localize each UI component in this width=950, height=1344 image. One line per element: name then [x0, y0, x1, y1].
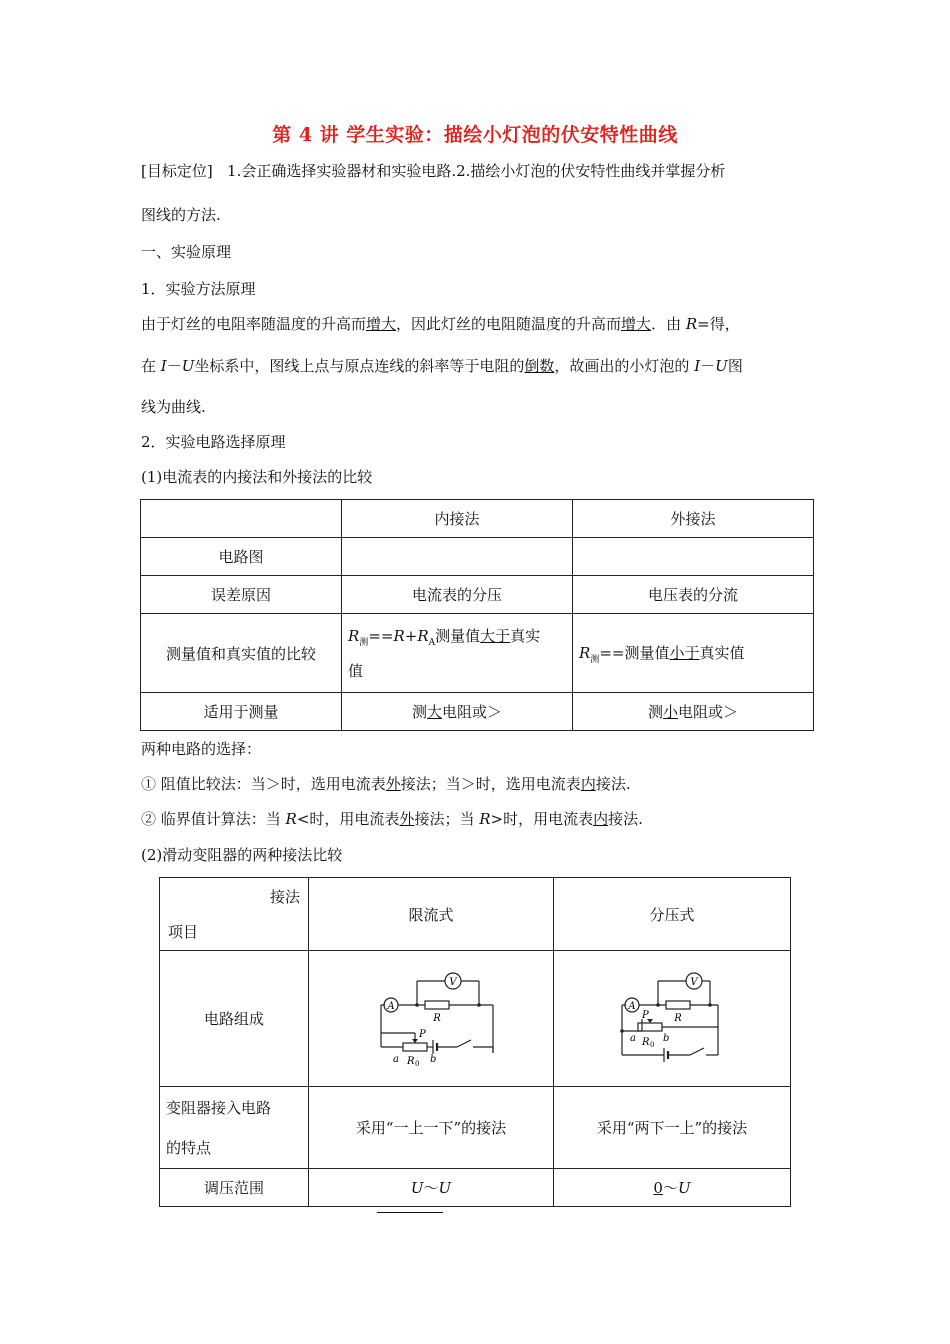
choose-method-1: ① 阻值比较法：当＞时，选用电流表外接法；当＞时，选用电流表内接法.: [141, 775, 631, 793]
rheostat-label: R: [407, 1055, 415, 1067]
divide-circuit-diagram: [602, 967, 742, 1067]
rheostat-label-2: R: [642, 1036, 650, 1048]
voltmeter-label-2: V: [690, 976, 698, 988]
table2-corner-top: 接法: [269, 888, 300, 906]
table1-outer-compare: $R_测==$测量值小于真实值: [573, 614, 814, 693]
resistor-icon-2: [666, 1001, 690, 1009]
ammeter-label-2: A: [628, 1000, 636, 1012]
table1-inner-circuit-cell: [342, 538, 573, 576]
ammeter-connection-table: [140, 499, 814, 731]
end-b-label: b: [430, 1053, 437, 1065]
page-title: 第 4 讲 学生实验：描绘小灯泡的伏安特性曲线: [272, 124, 678, 146]
table1-outer-apply: 测小电阻或＞: [573, 693, 814, 731]
goal-tag: [目标定位]: [141, 162, 213, 180]
resistor-label: R: [433, 1012, 441, 1024]
paragraph-1: 由于灯丝的电阻率随温度的升高而增大，因此灯丝的电阻随温度的升高而增大．由 R=得，: [141, 315, 740, 333]
resistor-icon: [425, 1001, 449, 1009]
table2-divide-circuit-cell: [554, 951, 791, 1087]
slider-label: P: [419, 1028, 426, 1040]
table2-row-label-range: 调压范围: [160, 1169, 309, 1207]
table1-outer-circuit-cell: [573, 538, 814, 576]
table1-corner-cell: [141, 500, 342, 538]
table2-header-divide: 分压式: [554, 878, 791, 951]
table1-row-label-error: 误差原因: [141, 576, 342, 614]
table1-outer-error: 电压表的分流: [573, 576, 814, 614]
table2-header-limit: 限流式: [309, 878, 554, 951]
slider-label-2: P: [642, 1009, 649, 1021]
table2-divide-range: 0～U: [554, 1169, 791, 1207]
table1-inner-compare: $R_测==R+R_A$测量值大于真实 值: [342, 614, 573, 693]
end-a-label: a: [393, 1053, 399, 1065]
end-a-label-2: a: [630, 1032, 636, 1044]
table2-corner-cell: [160, 878, 309, 951]
choose-method-2: ② 临界值计算法：当 R<时，用电流表外接法；当 R>时，用电流表内接法.: [141, 810, 643, 828]
resistor-label-2: R: [674, 1012, 682, 1024]
end-b-label-2: b: [663, 1032, 670, 1044]
goal-line-1: [141, 160, 725, 181]
table2-limit-circuit-cell: [309, 951, 554, 1087]
footnote-separator: [377, 1212, 443, 1213]
rheostat-sub-label-2: 0: [650, 1040, 655, 1049]
table1-row-label-circuit: 电路图: [141, 538, 342, 576]
table1-header-outer: 外接法: [573, 500, 814, 538]
table1-header-inner: 内接法: [342, 500, 573, 538]
paragraph-3: 线为曲线.: [141, 398, 206, 416]
goal-line-2: 图线的方法.: [141, 206, 221, 224]
rheostat-connection-table: [159, 877, 791, 1207]
table2-limit-range: U～U: [309, 1169, 554, 1207]
limit-circuit-diagram: [361, 967, 501, 1067]
table2-divide-feature: 采用“两下一上”的接法: [554, 1087, 791, 1169]
table2-row-label-circuit: 电路组成: [160, 951, 309, 1087]
table1-row-label-apply: 适用于测量: [141, 693, 342, 731]
subheading-2a: (1)电流表的内接法和外接法的比较: [141, 468, 373, 486]
subheading-1: 1．实验方法原理: [141, 280, 256, 298]
switch-icon-2: [690, 1048, 704, 1055]
switch-icon: [457, 1040, 471, 1047]
table1-inner-error: 电流表的分压: [342, 576, 573, 614]
voltmeter-label: V: [449, 976, 457, 988]
table2-limit-feature: 采用“一上一下”的接法: [309, 1087, 554, 1169]
subheading-2b: (2)滑动变阻器的两种接法比较: [141, 846, 343, 864]
subheading-2: 2．实验电路选择原理: [141, 433, 286, 451]
table1-inner-apply: 测大电阻或＞: [342, 693, 573, 731]
rheostat-icon: [403, 1043, 427, 1051]
ammeter-label: A: [387, 1000, 395, 1012]
table2-corner-bottom: 项目: [168, 923, 199, 941]
section-heading-1: 一、实验原理: [141, 243, 232, 261]
rheostat-sub-label: 0: [415, 1059, 420, 1067]
table2-row-label-feature: 变阻器接入电路 的特点: [160, 1087, 309, 1169]
paragraph-2: 在 I－U坐标系中，图线上点与原点连线的斜率等于电阻的倒数，故画出的小灯泡的 I－U图: [141, 357, 743, 375]
choose-heading: 两种电路的选择：: [141, 740, 262, 758]
goal-text-1: 1.会正确选择实验器材和实验电路.2.描绘小灯泡的伏安特性曲线并掌握分析: [227, 162, 726, 180]
table1-row-label-compare: 测量值和真实值的比较: [141, 614, 342, 693]
